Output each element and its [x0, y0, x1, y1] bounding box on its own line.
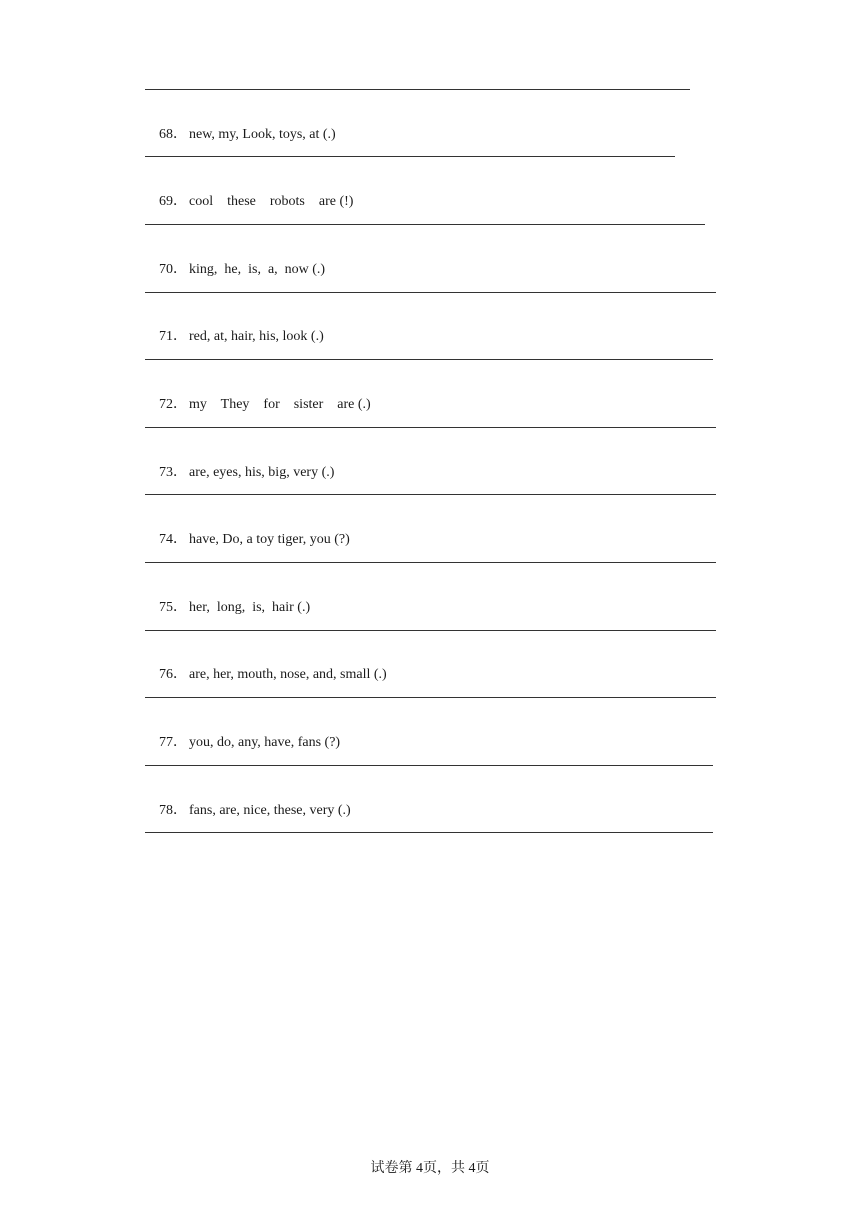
- question-text: my They for sister are (.): [189, 397, 371, 412]
- question-text: new, my, Look, toys, at (.): [189, 127, 336, 142]
- question-text: fans, are, nice, these, very (.): [189, 803, 351, 818]
- question-number: 71．: [159, 329, 187, 344]
- question-number: 74．: [159, 532, 187, 547]
- answer-line-75[interactable]: [145, 630, 716, 631]
- question-text: you, do, any, have, fans (?): [189, 735, 341, 750]
- question-69: [145, 175, 353, 229]
- question-77: [145, 716, 340, 770]
- question-68: [145, 108, 336, 162]
- answer-line-68[interactable]: [145, 156, 675, 157]
- answer-line-78[interactable]: [145, 832, 713, 833]
- answer-line-70[interactable]: [145, 292, 716, 293]
- question-number: 70．: [159, 262, 187, 277]
- question-text: cool these robots are (!): [189, 194, 354, 209]
- question-text: are, her, mouth, nose, and, small (.): [189, 667, 387, 682]
- question-75: [145, 581, 310, 635]
- question-number: 68．: [159, 127, 187, 142]
- question-72: [145, 378, 371, 432]
- question-text: king, he, is, a, now (.): [189, 262, 326, 277]
- answer-line-69[interactable]: [145, 224, 705, 225]
- question-number: 73．: [159, 465, 187, 480]
- answer-line-71[interactable]: [145, 359, 713, 360]
- question-number: 75．: [159, 600, 187, 615]
- answer-line-76[interactable]: [145, 697, 716, 698]
- question-76: [145, 648, 387, 702]
- question-number: 76．: [159, 667, 187, 682]
- question-number: 72．: [159, 397, 187, 412]
- question-number: 69．: [159, 194, 187, 209]
- answer-line-77[interactable]: [145, 765, 713, 766]
- question-number: 77．: [159, 735, 187, 750]
- page-footer: 试卷第 4页，共 4页: [370, 1161, 490, 1176]
- question-71: [145, 310, 324, 364]
- question-text: her, long, is, hair (.): [189, 600, 311, 615]
- question-78: [145, 784, 351, 838]
- question-70: [145, 243, 325, 297]
- answer-line-74[interactable]: [145, 562, 716, 563]
- question-74: [145, 513, 350, 567]
- answer-line[interactable]: [145, 89, 690, 90]
- question-text: red, at, hair, his, look (.): [189, 329, 324, 344]
- answer-line-72[interactable]: [145, 427, 716, 428]
- question-73: [145, 446, 334, 500]
- question-text: have, Do, a toy tiger, you (?): [189, 532, 350, 547]
- question-text: are, eyes, his, big, very (.): [189, 465, 335, 480]
- question-number: 78．: [159, 803, 187, 818]
- answer-line-73[interactable]: [145, 494, 716, 495]
